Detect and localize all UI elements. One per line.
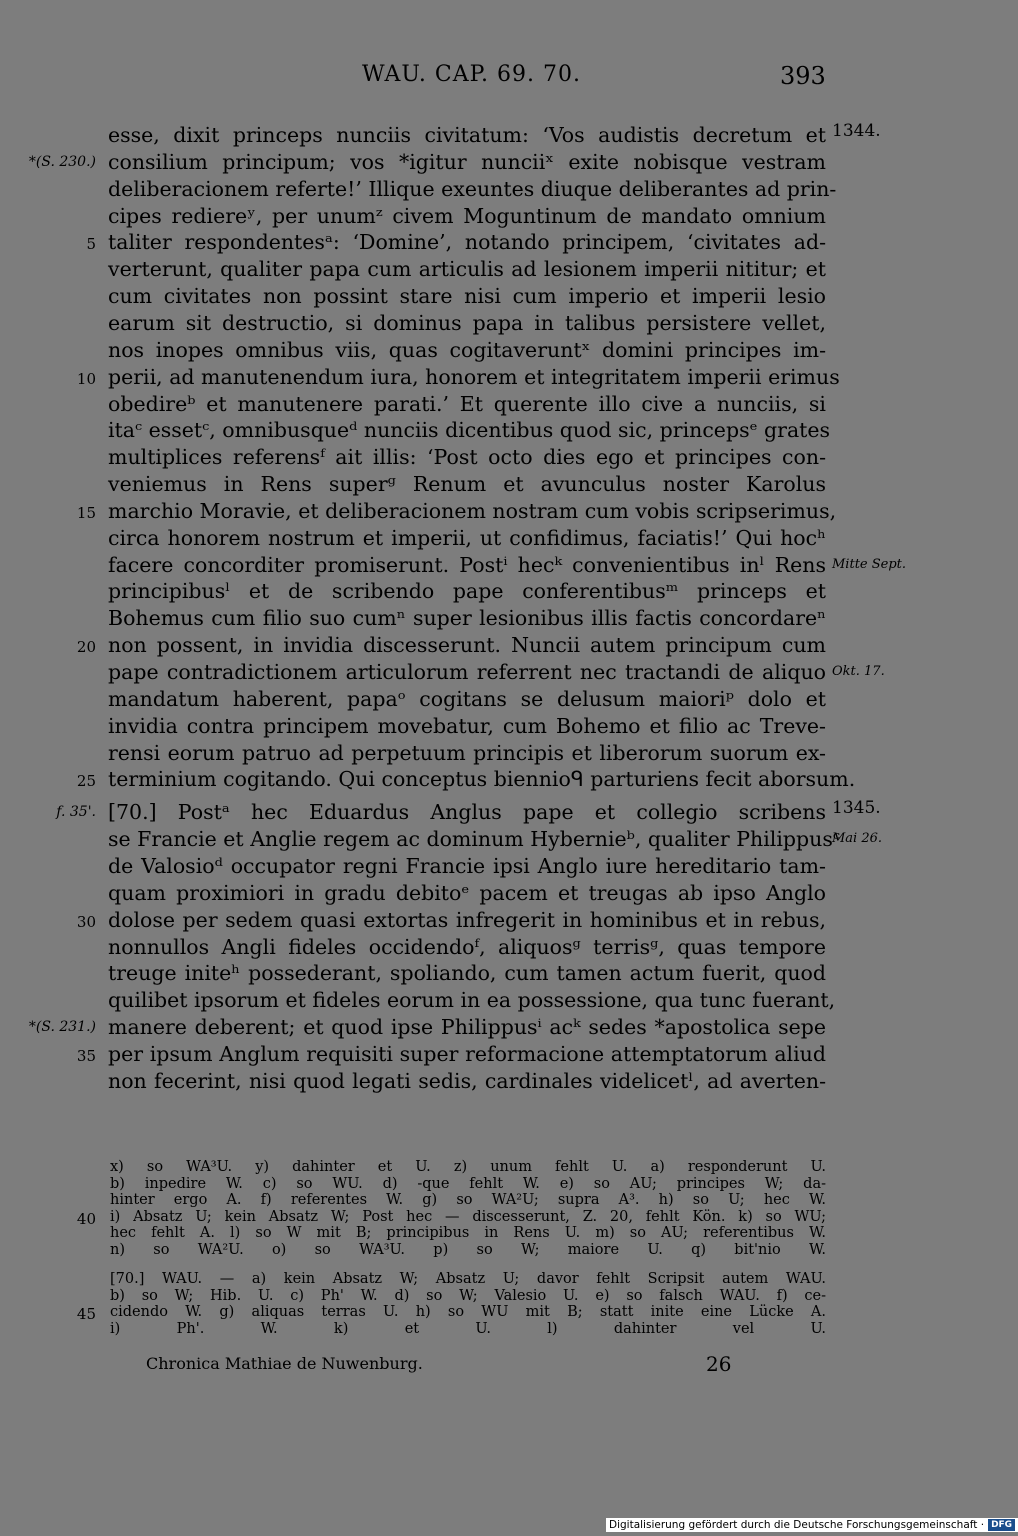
- running-head: WAU. CAP. 69. 70.: [362, 62, 581, 87]
- text-line: cipes rediereʸ, per unumᶻ civem Moguntinum de mandato omnium: [108, 203, 826, 228]
- footnote-line: [70.] WAU. — a) kein Absatz W; Absatz U; davor fehlt Scripsit autem WAU.: [110, 1271, 826, 1287]
- text-line: esse, dixit princeps nunciis civitatum: ‘Vos audistis decretum et: [108, 123, 826, 147]
- text-line: facere concorditer promiserunt. Postⁱ hecᵏ convenientibus inˡ Rens: [108, 552, 826, 577]
- line-number: 10: [76, 369, 96, 388]
- text-line: terminium cogitando. Qui conceptus biennioᑫ parturiens fecit aborsum.: [108, 767, 856, 792]
- footnote-line: i) Absatz U; kein Absatz W; Post hec — discesserunt, Z. 20, fehlt Kön. k) so WU;: [110, 1208, 826, 1225]
- line-number: 15: [76, 503, 96, 522]
- text-line: mandatum haberent, papaᵒ cogitans se delusum maioriᵖ dolo et: [108, 686, 826, 711]
- text-line: nonnullos Angli fideles occidendoᶠ, aliquosᵍ terrisᵍ, quas tempore: [108, 934, 826, 959]
- dfg-funding-text: Digitalisierung gefördert durch die Deutsche Forschungsgemeinschaft ·: [609, 1519, 985, 1531]
- line-number: 35: [76, 1046, 96, 1065]
- text-line: rensi eorum patruo ad perpetuum principis et liberorum suorum ex-: [108, 740, 826, 765]
- right-margin-date: 1344.: [832, 121, 881, 141]
- left-margin-note: *(S. 231.): [28, 1019, 96, 1036]
- dfg-logo: DFG: [988, 1519, 1015, 1531]
- line-number: 40: [76, 1209, 96, 1228]
- text-line: deliberacionem referte!’ Illique exeuntes diuque deliberantes ad prin-: [108, 176, 837, 201]
- left-margin-note: *(S. 230.): [28, 153, 96, 170]
- text-line: taliter respondentesᵃ: ‘Domine’, notando principem, ‘civitates ad-: [108, 230, 826, 255]
- page-number: 393: [780, 62, 826, 90]
- text-line: nos inopes omnibus viis, quas cogitaveruntˣ domini principes im-: [108, 337, 826, 362]
- footnote-line: hinter ergo A. f) referentes W. g) so WA²U; supra A³. h) so U; hec W.: [110, 1192, 826, 1209]
- text-line: de Valosioᵈ occupator regni Francie ipsi Anglo iure hereditario tam-: [108, 853, 826, 878]
- text-line: per ipsum Anglum requisiti super reformacione attemptatorum aliud: [108, 1041, 826, 1066]
- right-margin-date: Okt. 17.: [832, 664, 885, 679]
- footnote-line: cidendo W. g) aliquas terras U. h) so WU mit B; statt inite eine Lücke A.: [110, 1304, 826, 1321]
- text-line: Bohemus cum filio suo cumⁿ super lesionibus illis factis concordareⁿ: [108, 606, 826, 631]
- text-line: earum sit destructio, si dominus papa in talibus persistere vellet,: [108, 310, 826, 335]
- line-number: 5: [86, 235, 96, 254]
- text-line: invidia contra principem movebatur, cum Bohemo et filio ac Treve-: [108, 713, 826, 738]
- dfg-funding-bar: [606, 1518, 1018, 1532]
- text-line: perii, ad manutenendum iura, honorem et integritatem imperii erimus: [108, 364, 840, 389]
- text-line: quilibet ipsorum et fideles eorum in ea possessione, qua tunc fuerant,: [108, 988, 836, 1013]
- right-margin-date: 1345.: [832, 798, 881, 819]
- text-line: marchio Moravie, et deliberacionem nostram cum vobis scripserimus,: [108, 498, 837, 523]
- footnote-line: x) so WA³U. y) dahinter et U. z) unum fehlt U. a) responderunt U.: [110, 1159, 826, 1175]
- text-line: non fecerint, nisi quod legati sedis, cardinales videlicetˡ, ad averten-: [108, 1068, 826, 1093]
- footnote-line: b) so W; Hib. U. c) Ph' W. d) so W; Valesio U. e) so falsch WAU. f) ce-: [110, 1287, 826, 1304]
- text-line: dolose per sedem quasi extortas infregerit in hominibus et in rebus,: [108, 907, 826, 932]
- line-number: 45: [76, 1305, 96, 1324]
- text-line: multiplices referensᶠ ait illis: ‘Post octo dies ego et principes con-: [108, 445, 826, 470]
- line-number: 25: [76, 772, 96, 791]
- text-line: [70.] Postᵃ hec Eduardus Anglus pape et collegio scribens: [108, 800, 826, 825]
- line-number: 20: [76, 638, 96, 657]
- text-line: se Francie et Anglie regem ac dominum Hybernieᵇ, qualiter Philippusᶜ: [108, 827, 840, 852]
- footnote-line: b) inpedire W. c) so WU. d) -que fehlt W. e) so AU; principes W; da-: [110, 1175, 826, 1192]
- right-margin-date: Mai 26.: [832, 831, 883, 847]
- footnote-line: i) Ph'. W. k) et U. l) dahinter vel U.: [110, 1320, 826, 1337]
- right-margin-date: Mitte Sept.: [832, 556, 907, 572]
- text-line: non possent, in invidia discesserunt. Nuncii autem principum cum: [108, 633, 826, 658]
- footnote-line: hec fehlt A. l) so W mit B; principibus in Rens U. m) so AU; referentibus W.: [110, 1225, 826, 1242]
- left-margin-note: f. 35'.: [56, 804, 96, 821]
- text-line: verterunt, qualiter papa cum articulis ad lesionem imperii nititur; et: [108, 257, 826, 282]
- footer-title: Chronica Mathiae de Nuwenburg.: [146, 1354, 423, 1373]
- text-line: quam proximiori in gradu debitoᵉ pacem et treugas ab ipso Anglo: [108, 880, 826, 905]
- text-line: itaᶜ essetᶜ, omnibusqueᵈ nunciis dicentibus quod sic, princepsᵉ grates: [108, 418, 831, 443]
- text-line: consilium principum; vos *igitur nunciiˣ exite nobisque vestram: [108, 149, 826, 174]
- text-line: cum civitates non possint stare nisi cum imperio et imperii lesio: [108, 284, 826, 309]
- footnote-line: n) so WA²U. o) so WA³U. p) so W; maiore U. q) bit'nio W.: [110, 1242, 826, 1258]
- text-line: principibusˡ et de scribendo pape conferentibusᵐ princeps et: [108, 579, 826, 604]
- text-line: veniemus in Rens superᵍ Renum et avunculus noster Karolus: [108, 472, 826, 497]
- text-line: treuge initeʰ possederant, spoliando, cum tamen actum fuerit, quod: [108, 961, 826, 986]
- line-number: 30: [76, 912, 96, 931]
- signature-mark: 26: [706, 1352, 732, 1376]
- text-line: manere deberent; et quod ipse Philippusⁱ acᵏ sedes *apostolica sepe: [108, 1015, 826, 1040]
- text-line: circa honorem nostrum et imperii, ut confidimus, faciatis!’ Qui hocʰ: [108, 525, 826, 550]
- text-line: obedireᵇ et manutenere parati.’ Et querente illo cive a nunciis, si: [108, 391, 826, 416]
- text-line: pape contradictionem articulorum referrent nec tractandi de aliquo: [108, 660, 826, 684]
